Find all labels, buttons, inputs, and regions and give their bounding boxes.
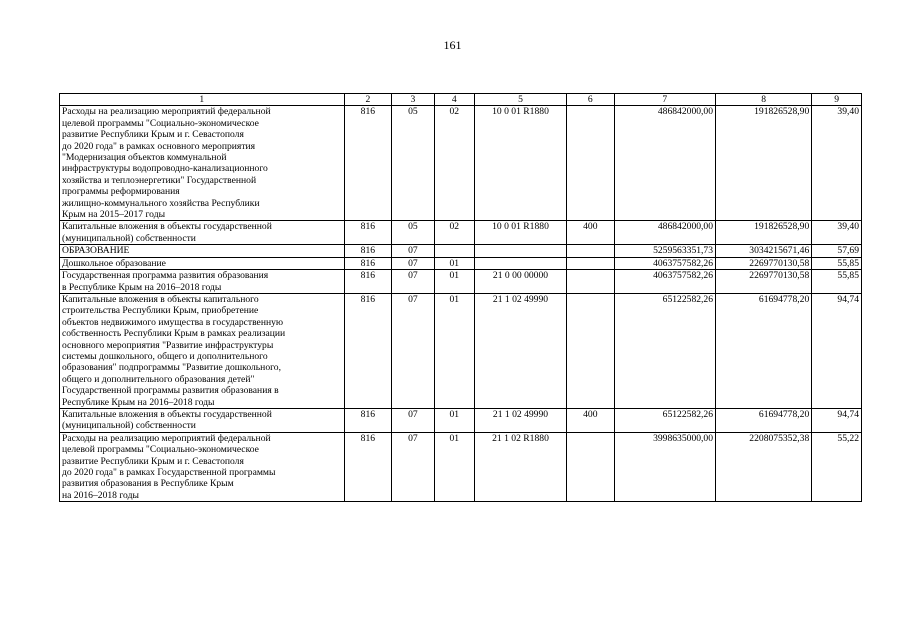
table-row bbox=[60, 293, 862, 408]
expense-type-cell bbox=[567, 270, 615, 294]
description-line: инфраструктуры водопроводно-канализационного bbox=[62, 163, 268, 175]
ministry-code-cell: 816 bbox=[344, 257, 392, 269]
description-line: Республике Крым на 2016–2018 годы bbox=[62, 396, 215, 408]
executed-amount-cell: 191826528,90 bbox=[716, 221, 812, 245]
execution-percent-cell: 39,40 bbox=[812, 221, 862, 245]
target-article-cell bbox=[474, 257, 566, 269]
subsection-code-cell bbox=[434, 245, 474, 257]
section-code-cell: 07 bbox=[392, 245, 434, 257]
description-line: Капитальные вложения в объекты государственной bbox=[62, 408, 272, 420]
description-line: системы дошкольного, общего и дополнительного bbox=[62, 350, 268, 362]
description-line: ОБРАЗОВАНИЕ bbox=[62, 245, 130, 257]
planned-amount-cell: 3998635000,00 bbox=[614, 432, 715, 501]
description-cell bbox=[60, 221, 345, 245]
expense-type-cell bbox=[567, 432, 615, 501]
table-row bbox=[60, 257, 862, 269]
ministry-code-cell: 816 bbox=[344, 432, 392, 501]
subsection-code-cell: 01 bbox=[434, 408, 474, 432]
description-line: "Модернизация объектов коммунальной bbox=[62, 152, 227, 164]
description-line: целевой программы "Социально-экономическое bbox=[62, 117, 259, 129]
header-cell: 1 bbox=[60, 94, 345, 106]
table-row bbox=[60, 106, 862, 221]
execution-percent-cell: 94,74 bbox=[812, 293, 862, 408]
description-line: строительства Республики Крым, приобретение bbox=[62, 305, 259, 317]
executed-amount-cell: 2208075352,38 bbox=[716, 432, 812, 501]
planned-amount-cell: 4063757582,26 bbox=[614, 270, 715, 294]
target-article-cell: 21 1 02 49990 bbox=[474, 408, 566, 432]
description-line: Крым на 2015–2017 годы bbox=[62, 209, 166, 221]
ministry-code-cell: 816 bbox=[344, 221, 392, 245]
header-cell: 5 bbox=[474, 94, 566, 106]
description-cell bbox=[60, 245, 345, 257]
table-row bbox=[60, 408, 862, 432]
planned-amount-cell: 4063757582,26 bbox=[614, 257, 715, 269]
planned-amount-cell: 486842000,00 bbox=[614, 221, 715, 245]
description-line: Дошкольное образование bbox=[62, 257, 166, 269]
table-row bbox=[60, 245, 862, 257]
description-line: Расходы на реализацию мероприятий федеральной bbox=[62, 106, 271, 118]
description-line: целевой программы "Социально-экономическое bbox=[62, 444, 259, 456]
subsection-code-cell: 01 bbox=[434, 432, 474, 501]
subsection-code-cell: 02 bbox=[434, 221, 474, 245]
target-article-cell: 21 0 00 00000 bbox=[474, 270, 566, 294]
section-code-cell: 07 bbox=[392, 293, 434, 408]
execution-percent-cell: 94,74 bbox=[812, 408, 862, 432]
section-code-cell: 05 bbox=[392, 221, 434, 245]
execution-percent-cell: 57,69 bbox=[812, 245, 862, 257]
budget-table bbox=[59, 93, 862, 502]
execution-percent-cell: 55,85 bbox=[812, 270, 862, 294]
ministry-code-cell: 816 bbox=[344, 245, 392, 257]
header-cell: 7 bbox=[614, 94, 715, 106]
execution-percent-cell: 55,85 bbox=[812, 257, 862, 269]
executed-amount-cell: 191826528,90 bbox=[716, 106, 812, 221]
description-line: в Республике Крым на 2016–2018 годы bbox=[62, 281, 222, 293]
header-row bbox=[60, 94, 862, 106]
executed-amount-cell: 3034215671,46 bbox=[716, 245, 812, 257]
description-line: Государственная программа развития образования bbox=[62, 270, 269, 282]
planned-amount-cell: 486842000,00 bbox=[614, 106, 715, 221]
ministry-code-cell: 816 bbox=[344, 293, 392, 408]
description-cell bbox=[60, 293, 345, 408]
description-line: хозяйства и теплоэнергетики" Государственной bbox=[62, 174, 257, 186]
executed-amount-cell: 61694778,20 bbox=[716, 408, 812, 432]
description-line: развитие Республики Крым и г. Севастополя bbox=[62, 455, 244, 467]
subsection-code-cell: 01 bbox=[434, 257, 474, 269]
description-line: до 2020 года" в рамках Государственной программы bbox=[62, 467, 276, 478]
executed-amount-cell: 2269770130,58 bbox=[716, 270, 812, 294]
ministry-code-cell: 816 bbox=[344, 408, 392, 432]
description-line: образования" подпрограммы "Развитие дошкольного, bbox=[62, 362, 282, 374]
description-line: Расходы на реализацию мероприятий федеральной bbox=[62, 432, 271, 444]
description-line: жилищно-коммунального хозяйства Республики bbox=[62, 197, 260, 209]
table-row bbox=[60, 221, 862, 245]
description-line: развития образования в Республике Крым bbox=[62, 478, 234, 490]
description-line: развитие Республики Крым и г. Севастополя bbox=[62, 129, 244, 141]
expense-type-cell bbox=[567, 257, 615, 269]
description-cell bbox=[60, 432, 345, 501]
table-row bbox=[60, 270, 862, 294]
expense-type-cell bbox=[567, 293, 615, 408]
description-line: собственность Республики Крым в рамках реализации bbox=[62, 328, 286, 340]
expense-type-cell: 400 bbox=[567, 221, 615, 245]
section-code-cell: 07 bbox=[392, 432, 434, 501]
description-line: до 2020 года" в рамках основного мероприятия bbox=[62, 140, 256, 152]
planned-amount-cell: 5259563351,73 bbox=[614, 245, 715, 257]
description-cell bbox=[60, 270, 345, 294]
description-line: Капитальные вложения в объекты капитального bbox=[62, 293, 259, 305]
page-number: 161 bbox=[443, 38, 462, 52]
description-line: Капитальные вложения в объекты государственной bbox=[62, 221, 272, 233]
executed-amount-cell: 61694778,20 bbox=[716, 293, 812, 408]
execution-percent-cell: 39,40 bbox=[812, 106, 862, 221]
execution-percent-cell: 55,22 bbox=[812, 432, 862, 501]
description-cell bbox=[60, 106, 345, 221]
target-article-cell: 10 0 01 R1880 bbox=[474, 221, 566, 245]
description-line: основного мероприятия "Развитие инфраструктуры bbox=[62, 339, 274, 351]
header-cell: 3 bbox=[392, 94, 434, 106]
section-code-cell: 07 bbox=[392, 270, 434, 294]
description-line: (муниципальной) собственности bbox=[62, 232, 196, 244]
subsection-code-cell: 01 bbox=[434, 270, 474, 294]
description-line: общего и дополнительного образования детей" bbox=[62, 373, 255, 385]
ministry-code-cell: 816 bbox=[344, 270, 392, 294]
subsection-code-cell: 02 bbox=[434, 106, 474, 221]
header-cell: 6 bbox=[567, 94, 615, 106]
planned-amount-cell: 65122582,26 bbox=[614, 293, 715, 408]
header-cell: 4 bbox=[434, 94, 474, 106]
description-line: Государственной программы развития образования в bbox=[62, 385, 279, 397]
executed-amount-cell: 2269770130,58 bbox=[716, 257, 812, 269]
description-line: (муниципальной) собственности bbox=[62, 420, 196, 432]
section-code-cell: 07 bbox=[392, 257, 434, 269]
target-article-cell: 21 1 02 49990 bbox=[474, 293, 566, 408]
planned-amount-cell: 65122582,26 bbox=[614, 408, 715, 432]
expense-type-cell bbox=[567, 106, 615, 221]
target-article-cell: 21 1 02 R1880 bbox=[474, 432, 566, 501]
ministry-code-cell: 816 bbox=[344, 106, 392, 221]
description-cell bbox=[60, 257, 345, 269]
description-line: объектов недвижимого имущества в государственную bbox=[62, 316, 284, 328]
expense-type-cell bbox=[567, 245, 615, 257]
expense-type-cell: 400 bbox=[567, 408, 615, 432]
target-article-cell bbox=[474, 245, 566, 257]
header-cell: 9 bbox=[812, 94, 862, 106]
section-code-cell: 07 bbox=[392, 408, 434, 432]
header-cell: 8 bbox=[716, 94, 812, 106]
description-line: на 2016–2018 годы bbox=[62, 489, 139, 501]
description-cell bbox=[60, 408, 345, 432]
subsection-code-cell: 01 bbox=[434, 293, 474, 408]
target-article-cell: 10 0 01 R1880 bbox=[474, 106, 566, 221]
description-line: программы реформирования bbox=[62, 186, 180, 198]
table-row bbox=[60, 432, 862, 501]
header-cell: 2 bbox=[344, 94, 392, 106]
section-code-cell: 05 bbox=[392, 106, 434, 221]
